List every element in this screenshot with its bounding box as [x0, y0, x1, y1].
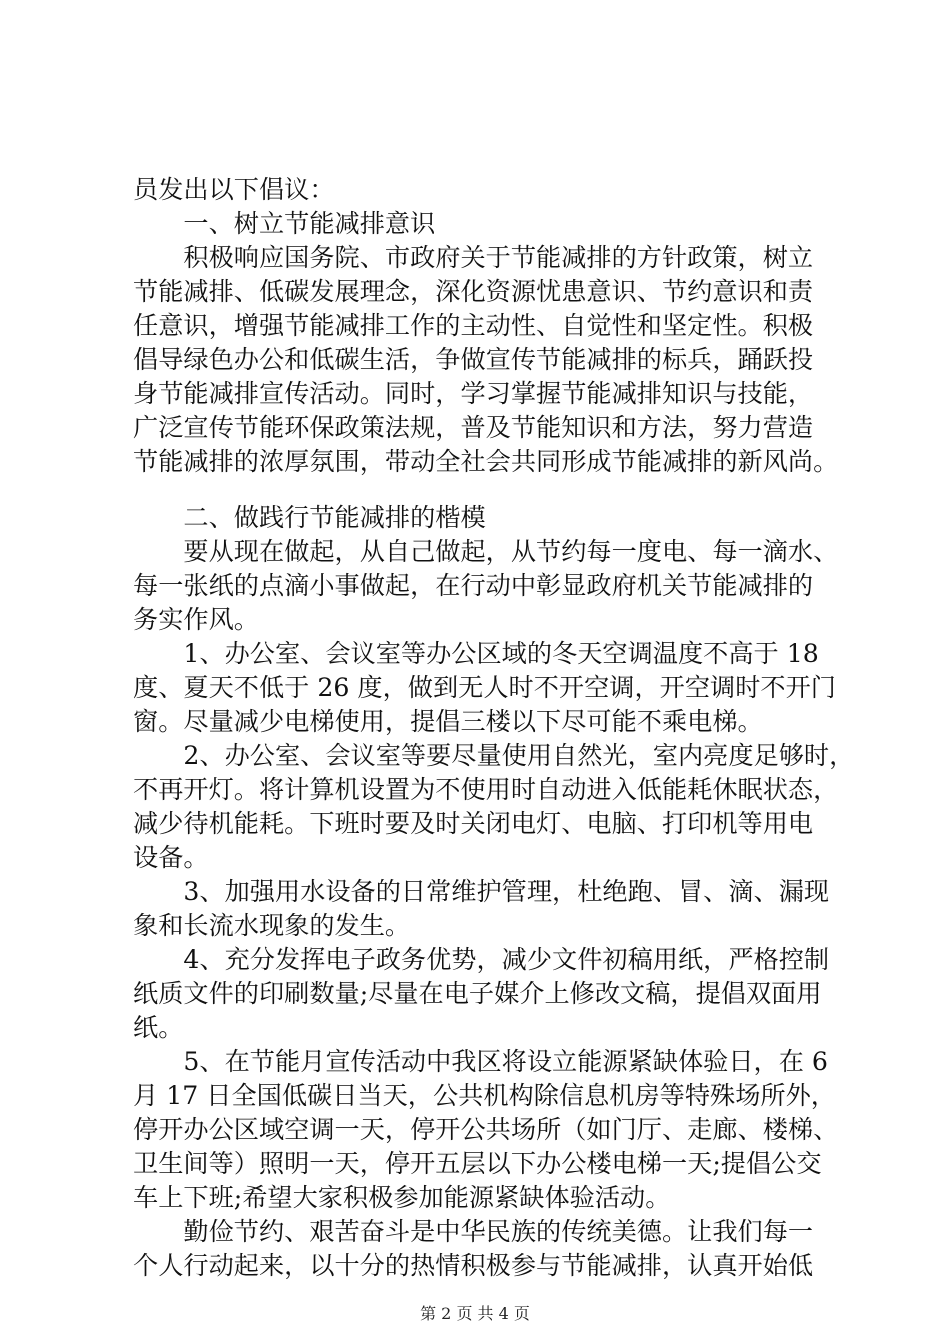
body-text-line: 每一张纸的点滴小事做起，在行动中彰显政府机关节能减排的 — [133, 571, 814, 600]
body-text-line: 要从现在做起，从自己做起，从节约每一度电、每一滴水、 — [133, 537, 839, 566]
body-text-line: 象和长流水现象的发生。 — [133, 911, 411, 940]
body-text-line: 勤俭节约、艰苦奋斗是中华民族的传统美德。让我们每一 — [133, 1217, 814, 1246]
page-number-footer: 第 2 页 共 4 页 — [420, 1304, 530, 1323]
body-text-line: 节能减排、低碳发展理念，深化资源忧患意识、节约意识和责 — [133, 277, 814, 306]
body-text-line: 节能减排的浓厚氛围，带动全社会共同形成节能减排的新风尚。 — [133, 447, 839, 476]
body-text-line: 广泛宣传节能环保政策法规，普及节能知识和方法，努力营造 — [133, 413, 814, 442]
body-text-line: 2、办公室、会议室等要尽量使用自然光，室内亮度足够时， — [133, 741, 855, 770]
section-heading-1: 一、树立节能减排意识 — [133, 209, 436, 238]
body-text-line: 积极响应国务院、市政府关于节能减排的方针政策，树立 — [133, 243, 814, 272]
body-text-line: 窗。尽量减少电梯使用，提倡三楼以下尽可能不乘电梯。 — [133, 707, 763, 736]
body-text-line: 车上下班;希望大家积极参加能源紧缺体验活动。 — [133, 1183, 671, 1212]
body-text-line: 员发出以下倡议： — [133, 175, 335, 204]
body-text-line: 减少待机能耗。下班时要及时关闭电灯、电脑、打印机等用电 — [133, 809, 814, 838]
body-text-line: 纸质文件的印刷数量;尽量在电子媒介上修改文稿，提倡双面用 — [133, 979, 822, 1008]
body-text-line: 月 17 日全国低碳日当天，公共机构除信息机房等特殊场所外， — [133, 1081, 836, 1110]
body-text-line: 1、办公室、会议室等办公区域的冬天空调温度不高于 18 — [133, 639, 819, 668]
body-text-line: 度、夏天不低于 26 度，做到无人时不开空调，开空调时不开门 — [133, 673, 836, 702]
section-heading-2: 二、做践行节能减排的楷模 — [133, 503, 486, 532]
body-text-line: 倡导绿色办公和低碳生活，争做宣传节能减排的标兵，踊跃投 — [133, 345, 814, 374]
body-text-line: 身节能减排宣传活动。同时，学习掌握节能减排知识与技能， — [133, 379, 814, 408]
body-text-line: 停开办公区域空调一天，停开公共场所（如门厅、走廊、楼梯、 — [133, 1115, 839, 1144]
body-text-line: 任意识，增强节能减排工作的主动性、自觉性和坚定性。积极 — [133, 311, 814, 340]
body-text-line: 4、充分发挥电子政务优势，减少文件初稿用纸，严格控制 — [133, 945, 830, 974]
body-text-line: 5、在节能月宣传活动中我区将设立能源紧缺体验日，在 6 — [133, 1047, 828, 1076]
body-text-line: 卫生间等）照明一天，停开五层以下办公楼电梯一天;提倡公交 — [133, 1149, 822, 1178]
body-text-line: 个人行动起来，以十分的热情积极参与节能减排，认真开始低 — [133, 1251, 814, 1280]
body-text-line: 3、加强用水设备的日常维护管理，杜绝跑、冒、滴、漏现 — [133, 877, 830, 906]
body-text-line: 纸。 — [133, 1013, 184, 1042]
body-text-line: 不再开灯。将计算机设置为不使用时自动进入低能耗休眠状态， — [133, 775, 839, 804]
body-text-line: 务实作风。 — [133, 605, 259, 634]
body-text-line: 设备。 — [133, 843, 209, 872]
